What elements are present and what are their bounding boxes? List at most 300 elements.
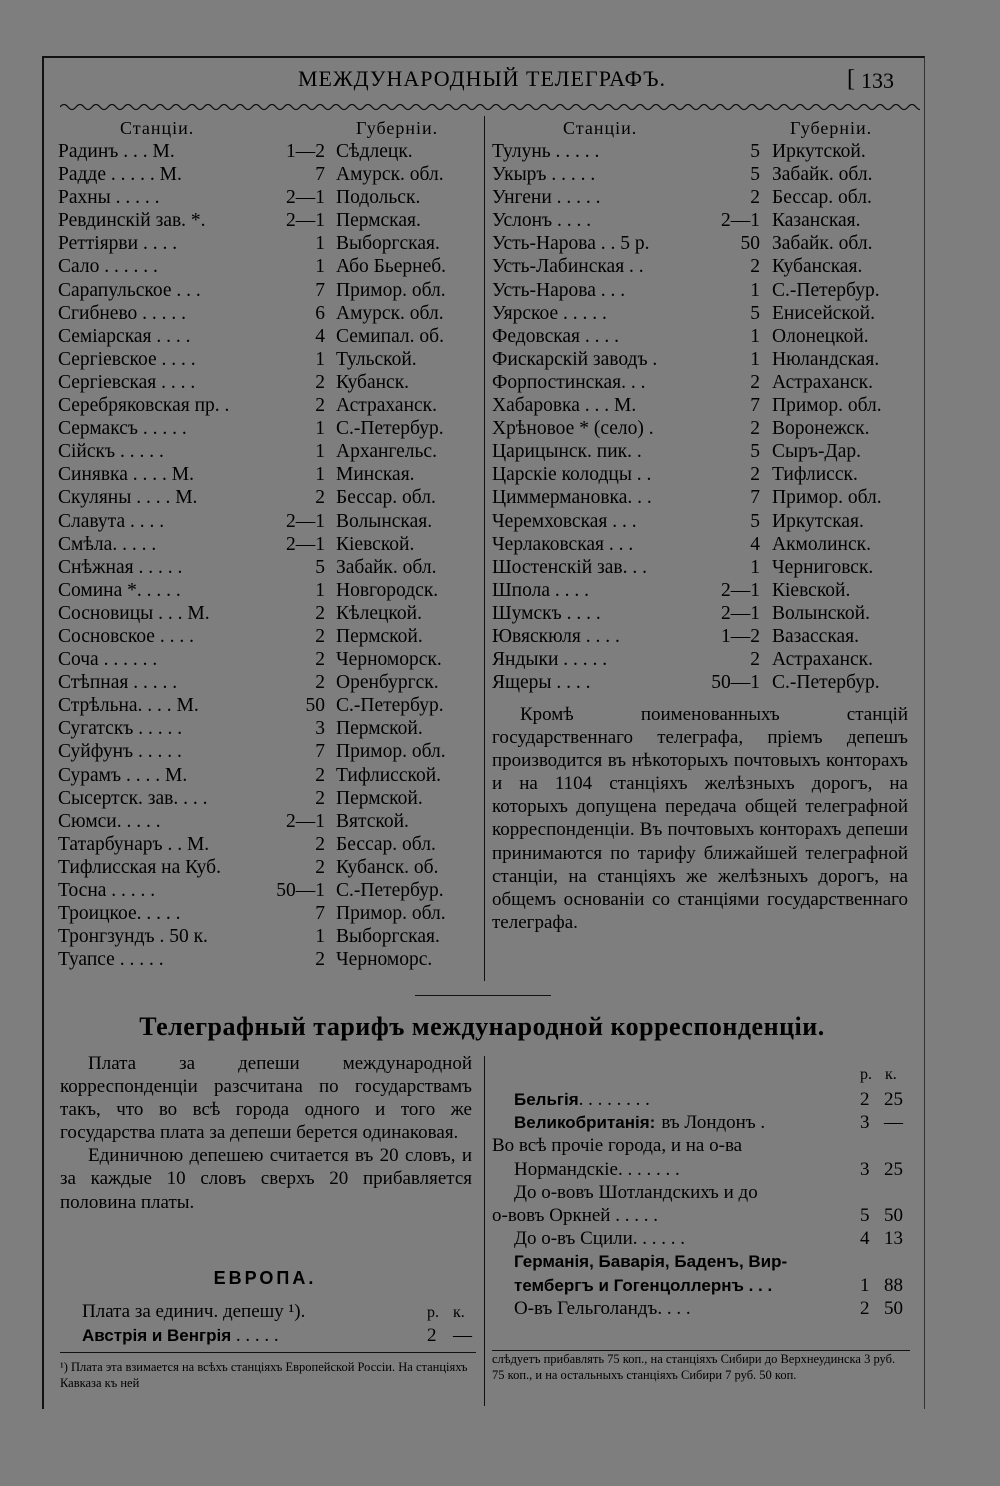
station-row <box>492 232 912 255</box>
station-hours: 1—2 <box>721 625 760 647</box>
station-province: Сѣдлецк. <box>336 141 413 162</box>
station-province: С.-Петербур. <box>772 279 880 301</box>
station-hours: 2 <box>750 371 760 393</box>
tariff-kopecks: — <box>884 1112 903 1134</box>
rub-head-right: р. <box>860 1066 872 1083</box>
tariff-dots: . . . . . . . . <box>578 1089 650 1110</box>
europe-heading: ЕВРОПА. <box>213 1268 317 1288</box>
station-province: Оренбургск. <box>336 672 439 694</box>
stations-note <box>492 703 908 934</box>
station-name: Сюмси. . . . . <box>58 810 161 832</box>
station-province: Выборгская. <box>336 926 440 948</box>
station-province: Бессар. обл. <box>772 187 872 209</box>
station-hours: 7 <box>315 279 325 301</box>
station-hours: 2 <box>315 949 325 971</box>
station-row <box>492 140 912 163</box>
right-station-head: Станціи. <box>563 118 638 138</box>
station-name: Славута . . . . <box>58 510 165 532</box>
station-name: Услонъ . . . . <box>492 210 592 232</box>
station-row <box>58 394 478 417</box>
austria-name: Австрія и Венгрія <box>82 1326 232 1345</box>
station-province: Иркутская. <box>772 510 864 532</box>
station-row <box>492 533 912 556</box>
running-title: МЕЖДУНАРОДНЫЙ ТЕЛЕГРАФЪ. <box>297 66 667 91</box>
station-name: Сало . . . . . . <box>58 256 158 278</box>
station-name: Шпола . . . . <box>492 579 589 601</box>
station-row <box>58 902 478 925</box>
station-name: Соча . . . . . . <box>58 649 158 671</box>
right-gov-head: Губерніи. <box>790 118 873 138</box>
station-name: Туапсе . . . . . <box>58 949 164 971</box>
footnote-left: ¹) Плата эта взимается на всѣхъ станціяхъ Европейской Россіи. На станціяхъ Кавказа къ ней <box>60 1360 468 1390</box>
station-hours: 5 <box>750 510 760 532</box>
tariff-country: Бельгія <box>514 1090 579 1109</box>
right-station-list <box>492 140 912 694</box>
station-name: Унгени . . . . . <box>492 187 601 209</box>
station-row <box>492 579 912 602</box>
station-name: Сергіевское . . . . <box>58 348 196 370</box>
station-row <box>58 186 478 209</box>
station-row <box>58 140 478 163</box>
station-province: Примор. обл. <box>772 395 882 417</box>
station-row <box>58 209 478 232</box>
station-province: Сыръ-Дар. <box>772 441 862 463</box>
station-name: Укыръ . . . . . <box>492 164 596 186</box>
tariff-country: Великобританія: <box>514 1113 656 1133</box>
station-name: Тронгзундъ . 50 к. <box>58 926 208 948</box>
station-province: Черниговск. <box>772 556 874 578</box>
station-hours: 2 <box>315 395 325 417</box>
station-hours: 2 <box>750 256 760 278</box>
column-divider <box>484 116 485 981</box>
station-province: Казанская. <box>772 210 861 232</box>
kop-head-right: к. <box>885 1066 897 1083</box>
station-row <box>492 279 912 302</box>
station-province: Пермской. <box>336 787 423 809</box>
station-province: Кубанская. <box>772 256 863 278</box>
tariff-rubles: 3 <box>860 1158 870 1180</box>
station-row <box>58 717 478 740</box>
station-row <box>492 671 912 694</box>
station-row <box>492 325 912 348</box>
station-hours: 2 <box>315 787 325 809</box>
station-name: Усть-Нарова . . 5 р. <box>492 233 650 255</box>
wavy-rule <box>60 100 920 114</box>
left-station-head: Станціи. <box>120 118 195 138</box>
station-name: Черемховская . . . <box>492 510 637 532</box>
section-title: Телеграфный тарифъ международной корреспонденціи. <box>139 1012 825 1041</box>
station-hours: 2 <box>315 602 325 624</box>
station-province: Черноморск. <box>336 649 442 671</box>
station-name: Черлаковская . . . <box>492 533 634 555</box>
page-number <box>847 66 894 94</box>
station-hours: 50 <box>740 233 760 255</box>
tariff-row <box>492 1135 742 1157</box>
station-hours: 4 <box>750 533 760 555</box>
austria-dots: . . . . . <box>235 1325 279 1346</box>
station-province: Тульской. <box>336 348 417 370</box>
station-row <box>58 833 478 856</box>
austria-kop: — <box>453 1325 472 1346</box>
station-row <box>492 417 912 440</box>
station-row <box>58 533 478 556</box>
station-hours: 2—1 <box>721 602 760 624</box>
station-name: Хабаровка . . . М. <box>492 395 637 417</box>
tariff-row <box>514 1182 758 1204</box>
station-name: Шостенскій зав. . . <box>492 556 647 578</box>
station-name: Суйфунъ . . . . . <box>58 741 182 763</box>
station-province: Олонецкой. <box>772 325 869 347</box>
station-province: Астраханск. <box>772 371 874 393</box>
station-hours: 2 <box>315 625 325 647</box>
station-row <box>58 302 478 325</box>
footnote-rule-left <box>60 1352 476 1353</box>
station-province: С.-Петербур. <box>336 418 444 440</box>
station-row <box>58 671 478 694</box>
station-name: Сгибнево . . . . . <box>58 302 187 324</box>
station-province: С.-Петербур. <box>772 672 880 694</box>
station-row <box>492 371 912 394</box>
tariff-row <box>514 1089 650 1111</box>
station-row <box>58 279 478 302</box>
station-row <box>58 810 478 833</box>
station-row <box>58 856 478 879</box>
tariff-kopecks: 50 <box>884 1205 903 1226</box>
station-province: Архангельс. <box>336 441 437 463</box>
tariff-country: Германія, Баварія, Баденъ, Вир- <box>514 1252 788 1272</box>
tariff-extra: въ Лондонъ . <box>661 1112 766 1134</box>
station-province: Акмолинск. <box>772 533 871 555</box>
tariff-intro-p1: Плата за депеши международной корреспонденціи разсчитана по государствамъ такъ, что во всѣ города одного и того же государства плата за депеши берется одинаковая. <box>60 1053 472 1144</box>
tariff-country: Во всѣ прочіе города, и на о-ва <box>492 1135 743 1157</box>
station-hours: 50—1 <box>276 880 325 901</box>
station-hours: 1 <box>315 418 325 440</box>
station-name: Федовская . . . . <box>492 325 620 347</box>
station-province: Подольск. <box>336 187 421 209</box>
station-hours: 2—1 <box>286 810 325 832</box>
station-hours: 1 <box>315 464 325 486</box>
station-name: Сійскъ . . . . . <box>58 441 164 463</box>
station-name: Яндыки . . . . . <box>492 649 608 671</box>
station-hours: 7 <box>315 741 325 763</box>
station-hours: 2—1 <box>286 533 325 555</box>
station-row <box>492 510 912 533</box>
station-hours: 6 <box>315 302 325 324</box>
station-hours: 7 <box>315 903 325 925</box>
station-row <box>492 556 912 579</box>
station-name: Сосновское . . . . <box>58 625 194 647</box>
station-name: Синявка . . . . М. <box>58 464 194 486</box>
station-row <box>58 417 478 440</box>
left-gov-head: Губерніи. <box>356 118 439 138</box>
station-name: Форпостинская. . . <box>492 371 646 393</box>
station-hours: 2 <box>750 187 760 209</box>
station-name: Сергіевская . . . . <box>58 371 196 393</box>
station-name: Ящеры . . . . <box>492 672 591 694</box>
tariff-row <box>514 1112 765 1134</box>
austria-rub: 2 <box>427 1325 437 1346</box>
station-name: Усть-Лабинская . . <box>492 256 644 278</box>
tariff-country: о-вовъ Оркней . . . . . <box>492 1205 658 1226</box>
station-province: Минская. <box>336 464 415 486</box>
station-name: Сурамъ . . . . М. <box>58 764 188 786</box>
station-name: Тулунь . . . . . <box>492 141 600 162</box>
station-name: Циммермановка. . . <box>492 487 652 509</box>
station-hours: 5 <box>750 302 760 324</box>
station-hours: 1 <box>750 556 760 578</box>
tariff-rubles: 3 <box>860 1112 870 1134</box>
station-province: Кѣлецкой. <box>336 602 422 624</box>
station-name: Рахны . . . . . <box>58 187 160 209</box>
tariff-row <box>514 1251 787 1273</box>
tariff-kopecks: 25 <box>884 1158 903 1180</box>
station-row <box>492 440 912 463</box>
footnote-right: слѣдуетъ прибавлять 75 коп., на станціяхъ Сибири до Верхнеудинска 3 руб. 75 коп., и на остальныхъ станціяхъ Сибири 7 руб. 50 коп. <box>492 1352 896 1382</box>
station-hours: 50 <box>305 695 325 717</box>
station-hours: 2—1 <box>286 510 325 532</box>
section-rule <box>415 995 551 996</box>
station-name: Царскіе колодцы . . <box>492 464 652 486</box>
station-name: Шумскъ . . . . <box>492 602 601 624</box>
station-hours: 2—1 <box>721 579 760 601</box>
station-hours: 1 <box>750 348 760 370</box>
station-name: Стрѣльна. . . . М. <box>58 695 199 717</box>
station-hours: 2—1 <box>721 210 760 232</box>
tariff-country: До о-вовъ Шотландскихъ и до <box>514 1181 758 1203</box>
station-row <box>492 348 912 371</box>
station-name: Хрѣновое * (село) . <box>492 418 654 440</box>
station-name: Ревдинскій зав. *. <box>58 210 206 232</box>
station-row <box>58 602 478 625</box>
station-province: Пермской. <box>336 625 423 647</box>
station-province: Кіевской. <box>772 579 851 601</box>
station-row <box>492 602 912 625</box>
station-province: Забайк. обл. <box>336 556 437 578</box>
station-hours: 2 <box>315 371 325 393</box>
station-hours: 2 <box>750 464 760 486</box>
station-province: Волынская. <box>336 510 433 532</box>
rub-head-left: р. <box>427 1304 439 1321</box>
station-row <box>58 925 478 948</box>
station-row <box>492 255 912 278</box>
station-row <box>58 463 478 486</box>
station-row <box>58 371 478 394</box>
station-row <box>492 186 912 209</box>
station-hours: 2—1 <box>286 210 325 232</box>
station-province: Волынской. <box>772 602 870 624</box>
station-row <box>492 486 912 509</box>
station-province: Выборгская. <box>336 233 440 255</box>
station-province: Кіевской. <box>336 533 415 555</box>
left-station-list <box>58 140 478 971</box>
station-row <box>58 348 478 371</box>
station-hours: 7 <box>315 164 325 186</box>
tariff-rubles: 4 <box>860 1228 870 1250</box>
station-name: Смѣла. . . . . <box>58 533 157 555</box>
station-province: Вятской. <box>336 810 409 832</box>
station-name: Фискарскій заводъ . <box>492 348 658 370</box>
station-row <box>58 787 478 810</box>
station-hours: 2 <box>315 672 325 694</box>
station-hours: 7 <box>750 487 760 509</box>
station-name: Тосна . . . . . <box>58 880 156 901</box>
page-number-value: 133 <box>861 68 894 93</box>
fee-line: Плата за единич. депешу ¹). <box>82 1301 306 1322</box>
station-province: Амурск. обл. <box>336 164 444 186</box>
station-row <box>492 625 912 648</box>
station-province: Пермская. <box>336 210 421 232</box>
station-hours: 2 <box>315 764 325 786</box>
station-hours: 5 <box>315 556 325 578</box>
station-row <box>58 694 478 717</box>
station-province: Енисейской. <box>772 302 875 324</box>
tariff-rubles: 5 <box>860 1205 870 1226</box>
station-name: Царицынск. пик. . <box>492 441 642 463</box>
station-hours: 5 <box>750 164 760 186</box>
kop-head-left: к. <box>453 1304 465 1321</box>
austria-row <box>82 1325 279 1347</box>
station-name: Ювяскюля . . . . <box>492 625 620 647</box>
station-province: Пермской. <box>336 718 423 740</box>
station-hours: 1 <box>315 233 325 255</box>
tariff-country: До о-въ Сцили. . . . . . <box>514 1228 686 1250</box>
station-row <box>492 463 912 486</box>
station-name: Сомина *. . . . . <box>58 579 181 601</box>
station-hours: 7 <box>750 395 760 417</box>
station-province: Воронежск. <box>772 418 870 440</box>
station-province: Астраханск. <box>336 395 438 417</box>
station-name: Сосновицы . . . М. <box>58 602 210 624</box>
station-hours: 2—1 <box>286 187 325 209</box>
station-row <box>58 510 478 533</box>
station-name: Скуляны . . . . М. <box>58 487 198 509</box>
station-province: Семипал. об. <box>336 325 444 347</box>
station-name: Радде . . . . . М. <box>58 164 182 186</box>
station-province: Новгородск. <box>336 579 439 601</box>
station-name: Радинъ . . . М. <box>58 141 175 162</box>
station-province: Бессар. обл. <box>336 833 436 855</box>
station-hours: 2 <box>750 649 760 671</box>
station-name: Уярское . . . . . <box>492 302 607 324</box>
station-province: Або Бьернеб. <box>336 256 447 278</box>
station-hours: 1 <box>315 579 325 601</box>
tariff-row <box>514 1228 685 1250</box>
station-name: Сарапульское . . . <box>58 279 201 301</box>
station-row <box>492 302 912 325</box>
station-row <box>492 209 912 232</box>
station-province: Примор. обл. <box>336 279 446 301</box>
station-hours: 2 <box>315 833 325 855</box>
station-hours: 2 <box>315 487 325 509</box>
station-hours: 1 <box>315 256 325 278</box>
tariff-country: тембергъ и Гогенцоллернъ . . . <box>514 1275 773 1295</box>
footnote-rule-right <box>492 1350 910 1351</box>
tariff-kopecks: 88 <box>884 1274 903 1296</box>
station-hours: 5 <box>750 441 760 463</box>
station-row <box>58 625 478 648</box>
station-row <box>58 764 478 787</box>
station-province: Примор. обл. <box>336 903 446 925</box>
tariff-country: Нормандскіе. . . . . . . <box>514 1158 680 1180</box>
tariff-rubles: 2 <box>860 1089 870 1110</box>
station-province: Бессар. обл. <box>336 487 436 509</box>
tariff-intro-p2: Единичною депешею считается въ 20 словъ, и за каждые 10 словъ сверхъ 20 прибавляется половина платы. <box>60 1145 472 1213</box>
station-province: С.-Петербур. <box>336 880 444 901</box>
tariff-kopecks: 13 <box>884 1228 903 1250</box>
station-row <box>58 879 478 902</box>
tariff-kopecks: 25 <box>884 1089 903 1110</box>
station-row <box>492 163 912 186</box>
tariff-rubles: 1 <box>860 1274 870 1296</box>
station-hours: 5 <box>750 141 760 162</box>
tariff-country: О-въ Гельголандъ. . . . <box>514 1297 691 1319</box>
station-name: Троицкое. . . . . <box>58 903 181 925</box>
station-row <box>58 325 478 348</box>
station-hours: 2 <box>315 856 325 878</box>
tariff-kopecks: 50 <box>884 1297 903 1319</box>
station-name: Семіарская . . . . <box>58 325 191 347</box>
station-row <box>58 163 478 186</box>
station-row <box>58 232 478 255</box>
station-province: С.-Петербур. <box>336 695 444 717</box>
station-hours: 1 <box>315 348 325 370</box>
station-province: Нюландская. <box>772 348 880 370</box>
station-province: Астраханск. <box>772 649 874 671</box>
station-name: Сысертск. зав. . . . <box>58 787 208 809</box>
station-row <box>58 948 478 971</box>
station-province: Кубанск. об. <box>336 856 439 878</box>
station-name: Тифлисская на Куб. <box>58 856 221 878</box>
station-name: Усть-Нарова . . . <box>492 279 626 301</box>
station-province: Тифлисской. <box>336 764 442 786</box>
station-row <box>58 648 478 671</box>
stations-note-text: Кромѣ поименованныхъ станцій государственнаго телеграфа, пріемъ депешъ производится въ нѣкоторыхъ почтовыхъ конторахъ и на 1104 станціяхъ желѣзныхъ дорогъ, на которыхъ допущена передача общей телеграфной корреспонденціи. Въ почтовыхъ конторахъ депеши принимаются по тарифу ближайшей телеграфной станціи, на станціяхъ же желѣзныхъ дорогъ, на общемъ основаніи со станціями государственнаго телеграфа. <box>492 704 908 933</box>
station-hours: 2 <box>750 418 760 440</box>
station-province: Вазасская. <box>772 625 860 647</box>
station-hours: 1 <box>750 325 760 347</box>
page-bracket: [ <box>847 66 855 92</box>
station-province: Черноморс. <box>336 949 433 971</box>
station-province: Примор. обл. <box>772 487 882 509</box>
tariff-column-divider <box>484 1056 485 1406</box>
station-hours: 50—1 <box>711 672 760 694</box>
station-province: Примор. обл. <box>336 741 446 763</box>
station-hours: 1—2 <box>286 141 325 162</box>
station-hours: 1 <box>315 441 325 463</box>
station-province: Иркутской. <box>772 141 866 162</box>
station-province: Забайк. обл. <box>772 233 873 255</box>
station-hours: 1 <box>315 926 325 948</box>
station-province: Амурск. обл. <box>336 302 444 324</box>
station-hours: 3 <box>315 718 325 740</box>
station-name: Сугатскъ . . . . . <box>58 718 183 740</box>
station-name: Сермаксъ . . . . . <box>58 418 187 440</box>
station-province: Забайк. обл. <box>772 164 873 186</box>
station-province: Кубанск. <box>336 371 410 393</box>
station-province: Тифлисск. <box>772 464 858 486</box>
station-row <box>58 440 478 463</box>
tariff-row <box>514 1159 680 1181</box>
station-row <box>58 556 478 579</box>
station-hours: 2 <box>315 649 325 671</box>
station-row <box>492 648 912 671</box>
station-name: Реттіярви . . . . <box>58 233 178 255</box>
tariff-row <box>514 1275 772 1297</box>
station-row <box>58 740 478 763</box>
station-name: Серебряковская пр. . <box>58 395 230 417</box>
station-row <box>58 486 478 509</box>
station-hours: 1 <box>750 279 760 301</box>
